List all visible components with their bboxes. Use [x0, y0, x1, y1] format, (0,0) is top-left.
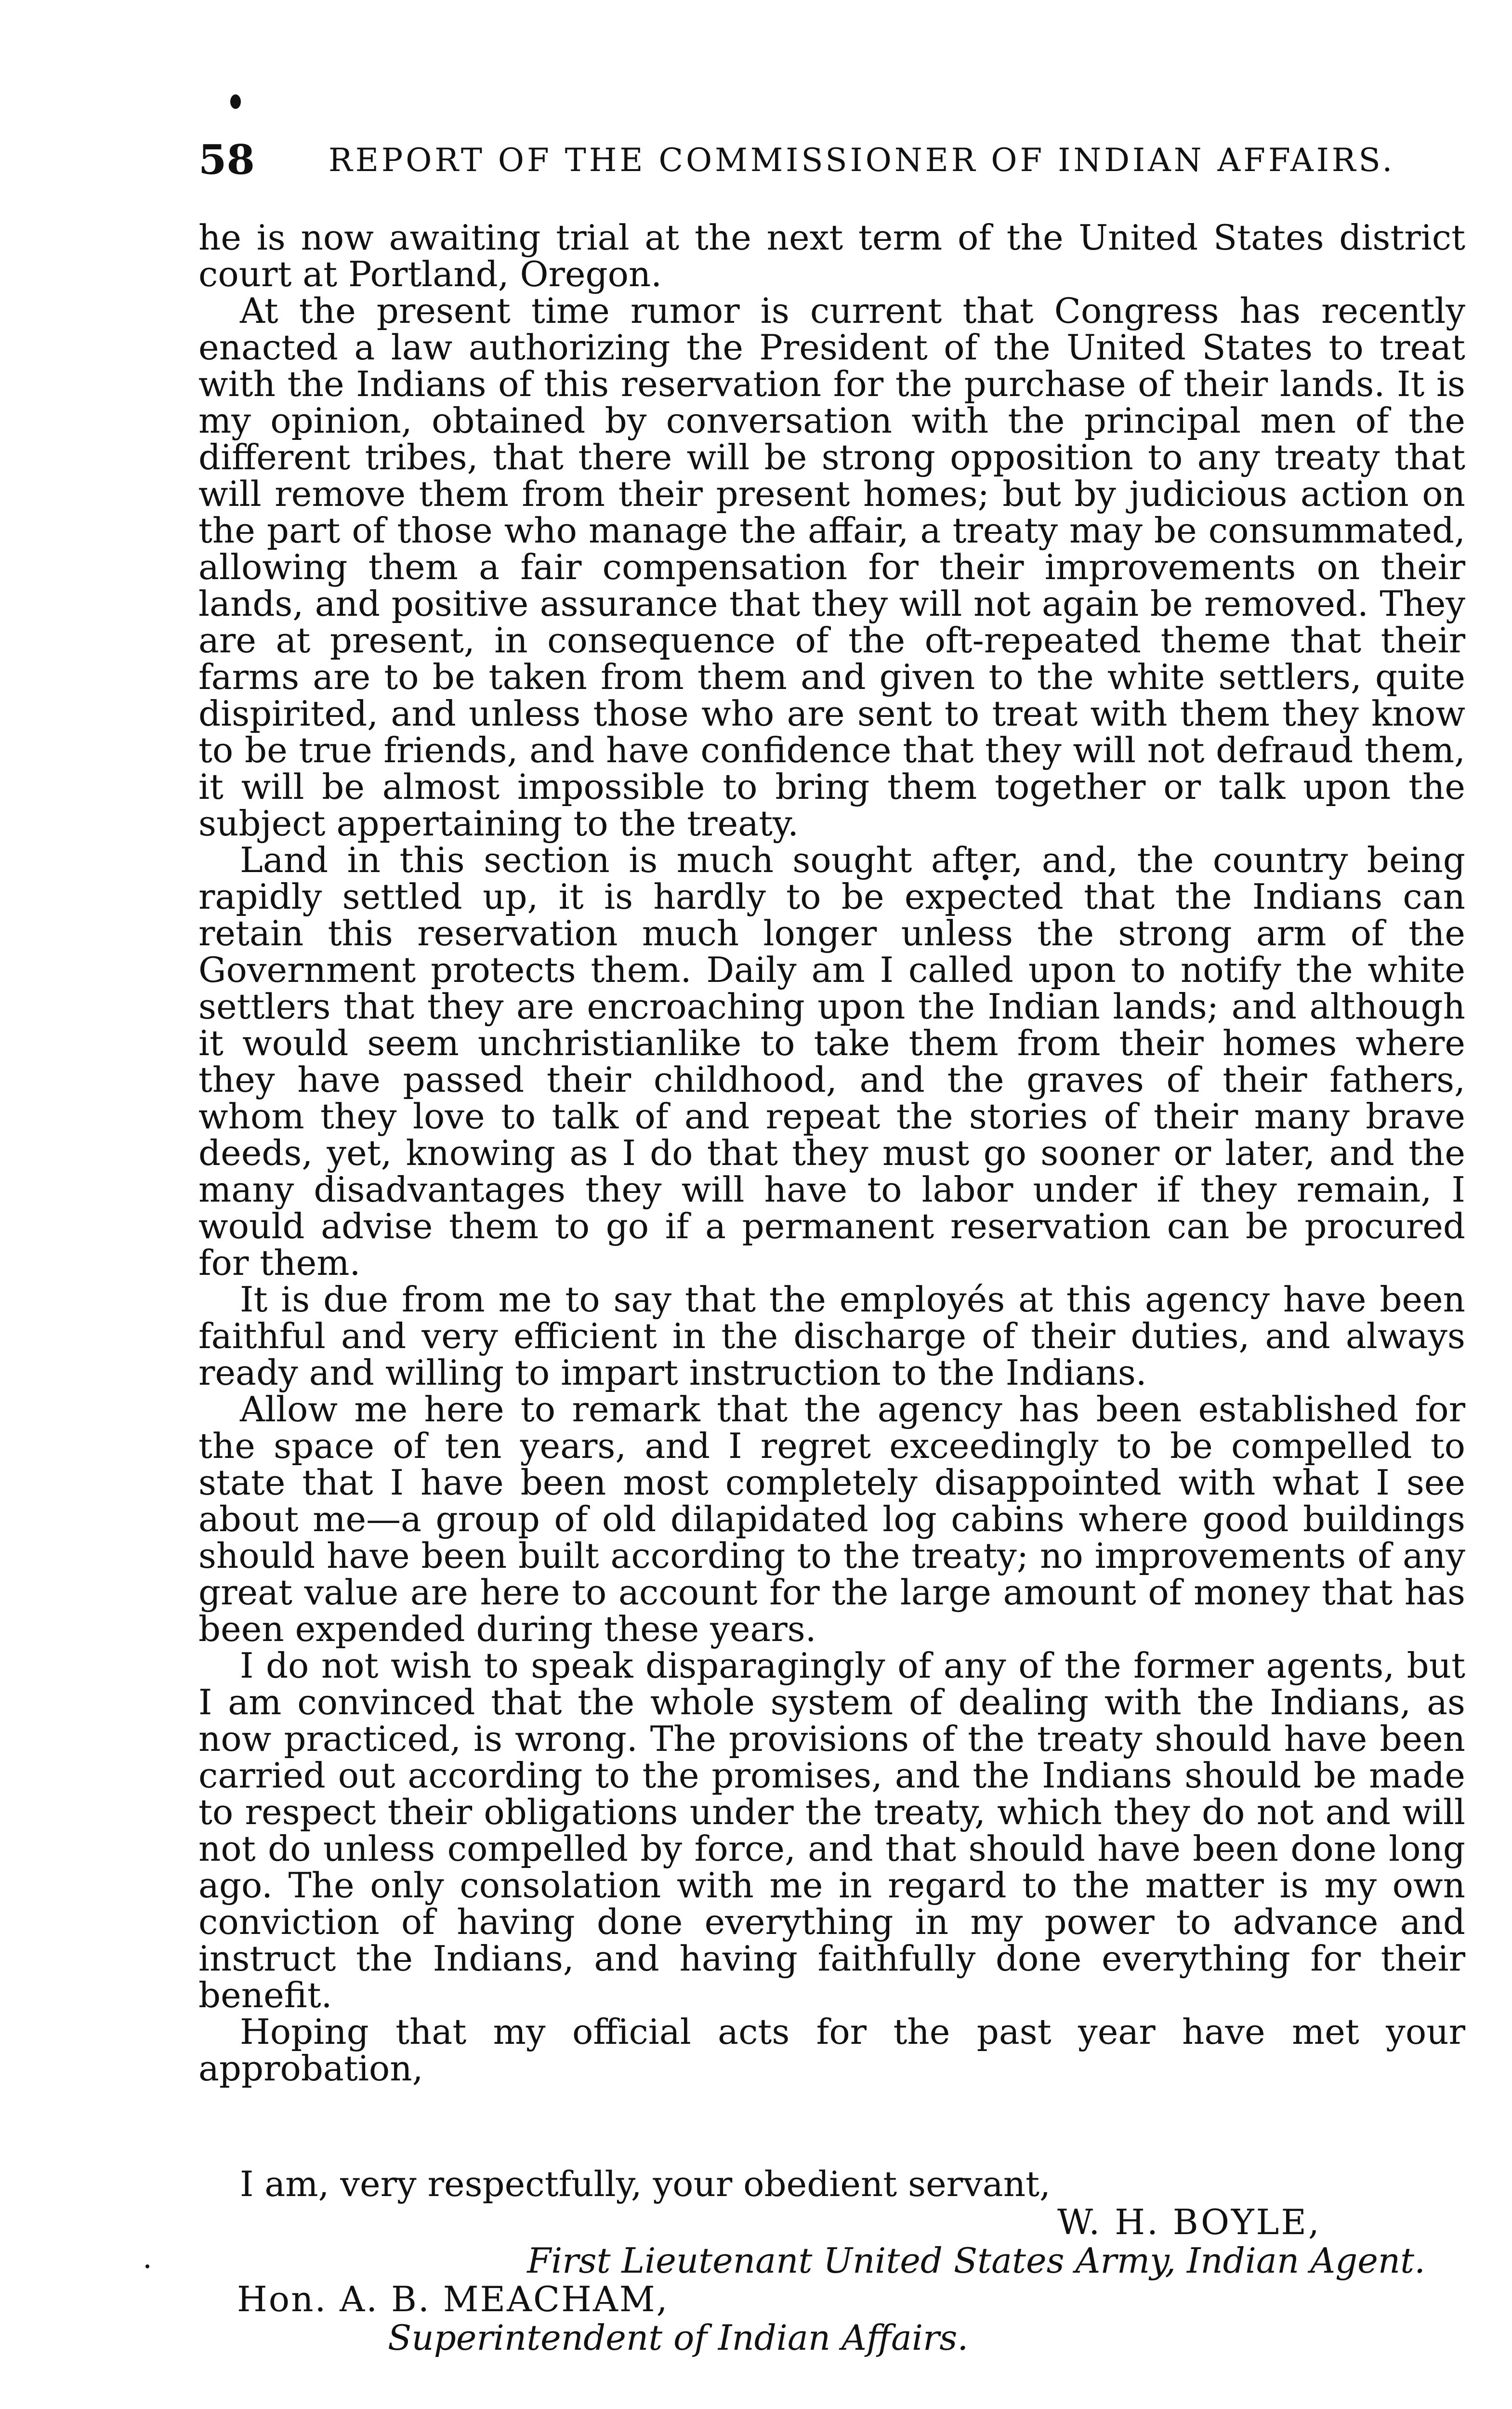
signer-title: First Lieutenant United States Army, Indian Agent.: [527, 2240, 1425, 2281]
ink-speck: [145, 2264, 149, 2268]
paragraph-hoping: Hoping that my official acts for the past year have met your approbation,: [198, 2012, 1465, 2089]
paragraph-land-settlement: Land in this section is much sought after, and, the country being rapidly settled up, it is hardly to be expected that the Indians can retain this reservation much longer unless the strong arm of the Government protects them. Daily am I called upon to notify the white settlers that they are encroaching upon the Indian lands; and although it would seem unchristianlike to take them from their homes where they have passed their childhood, and the graves of their fathers, whom they love to talk of and repeat the stories of their many brave deeds, yet, knowing as I do that they must go sooner or later, and the many disadvantages they will have to labor under if they remain, I would advise them to go if a permanent reservation can be procured for them.: [198, 840, 1465, 1283]
paragraph-employes: It is due from me to say that the employés at this agency have been faithful and very efficient in the discharge of their duties, and always ready and willing to impart instruction to the Indians.: [198, 1279, 1465, 1393]
paragraph-agency-condition: Allow me here to remark that the agency has been established for the space of ten years, and I regret exceedingly to be compelled to state that I have been most completely disappointed with what I see about me—a group of old dilapidated log cabins where good buildings should have been built according to the treaty; no improvements of any great value are here to account for the large amount of money that has been expended during these years.: [198, 1389, 1465, 1649]
addressee-title: Superintendent of Indian Affairs.: [388, 2317, 969, 2358]
report-body: [198, 219, 1465, 2087]
paragraph-continuation: he is now awaiting trial at the next term of the United States district court at Portland, Oregon.: [198, 217, 1465, 294]
page-header: [198, 136, 1475, 189]
paragraph-treaty-rumor: At the present time rumor is current that Congress has recently enacted a law authorizing the President of the United States to treat with the Indians of this reservation for the purchase of their lands. It is my opinion, obtained by conversation with the principal men of the different tribes, that there will be strong opposition to any treaty that will remove them from their present homes; but by judicious action on the part of those who manage the affair, a treaty may be consummated, allowing them a fair compensation for their improvements on their lands, and positive assurance that they will not again be removed. They are at present, in consequence of the oft-repeated theme that their farms are to be taken from them and given to the white settlers, quite dispirited, and unless those who are sent to treat with them they know to be true friends, and have confidence that they will not defraud them, it will be almost impossible to bring them together or talk upon the subject appertaining to the treaty.: [198, 291, 1465, 844]
ink-speck: [230, 94, 241, 109]
addressee-name: Hon. A. B. MEACHAM,: [237, 2279, 669, 2319]
running-head: REPORT OF THE COMMISSIONER OF INDIAN AFFAIRS.: [329, 142, 1395, 179]
signer-name: W. H. BOYLE,: [1057, 2202, 1321, 2242]
complimentary-close: I am, very respectfully, your obedient servant,: [240, 2164, 1051, 2204]
page-number: 58: [198, 136, 255, 184]
paragraph-system-critique: I do not wish to speak disparagingly of any of the former agents, but I am convinced that the whole system of dealing with the Indians, as now practiced, is wrong. The provisions of the treaty should have been carried out according to the promises, and the Indians should be made to respect their obligations under the treaty, which they do not and will not do unless compelled by force, and that should have been done long ago. The only consolation with me in regard to the matter is my own conviction of having done everything in my power to advance and instruct the Indians, and having faithfully done everything for their benefit.: [198, 1645, 1465, 2015]
